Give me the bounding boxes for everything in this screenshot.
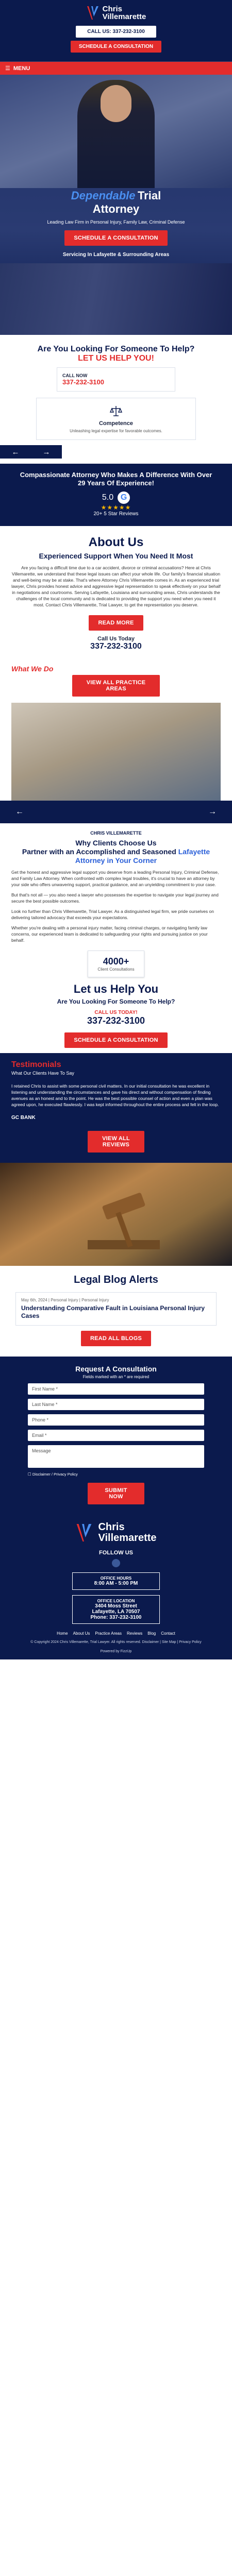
- footer-nav-reviews[interactable]: Reviews: [127, 1631, 143, 1636]
- help-section: [0, 335, 232, 464]
- why-paragraph-4: Whether you're dealing with a personal injury matter, facing criminal charges, or navigating family law concerns, our experienced team is dedicated to safeguarding your rights and pursuing justice on your behalf.: [11, 925, 208, 943]
- office-location-title: OFFICE LOCATION: [97, 1599, 135, 1603]
- gavel-icon: [0, 1163, 232, 1266]
- why-heading: Why Clients Choose Us: [75, 839, 157, 847]
- google-icon: G: [118, 492, 130, 504]
- office-address-1[interactable]: 3404 Moss Street: [95, 1603, 137, 1609]
- blog-heading: Legal Blog Alerts: [74, 1274, 158, 1285]
- footer-nav-blog[interactable]: Blog: [147, 1631, 156, 1636]
- hero-bottom-image: [0, 263, 232, 335]
- rating-widget[interactable]: [15, 492, 217, 504]
- disclaimer-row[interactable]: [28, 1472, 204, 1477]
- lets-help-block: [11, 982, 221, 1048]
- footer-logo-last: Villemarette: [98, 1532, 157, 1544]
- logo-mark-icon: [86, 5, 100, 21]
- help-heading: Are You Looking For Someone To Help?: [37, 345, 195, 353]
- footer-logo[interactable]: [0, 1522, 232, 1544]
- about-section: [0, 526, 232, 659]
- blog-post-title[interactable]: Understanding Comparative Fault in Louisiana Personal Injury Cases: [21, 1304, 205, 1319]
- email-input[interactable]: Email *: [28, 1430, 204, 1441]
- social-links: [0, 1559, 232, 1567]
- read-all-blogs-button[interactable]: READ ALL BLOGS: [81, 1331, 151, 1346]
- site-footer: [0, 1514, 232, 1659]
- about-read-more-button[interactable]: READ MORE: [89, 615, 143, 631]
- office-address-2[interactable]: Lafayette, LA 70507: [92, 1609, 140, 1615]
- consultation-form-section: [0, 1357, 232, 1514]
- form-required-note: Fields marked with an * are required: [82, 1375, 150, 1379]
- header-consultation-button[interactable]: SCHEDULE A CONSULTATION: [71, 41, 161, 53]
- practice-next-button[interactable]: →: [208, 807, 217, 816]
- reviews-band: [0, 464, 232, 526]
- consultations-label: Client Consultations: [97, 967, 135, 972]
- competence-title: Competence: [98, 420, 134, 427]
- follow-us-label: FOLLOW US: [99, 1550, 133, 1556]
- blog-post-meta: May 6th, 2024 | Personal Injury | Personal Injury: [21, 1298, 109, 1302]
- lets-help-call-label: CALL US TODAY!: [94, 1010, 138, 1015]
- blog-section: [0, 1266, 232, 1357]
- powered-by[interactable]: Powered by FizzUp: [100, 1650, 132, 1653]
- why-heading-highlight: Lafayette Attorney in Your Corner: [75, 848, 210, 865]
- office-hours-title: OFFICE HOURS: [100, 1576, 132, 1581]
- why-heading-2-text: Partner with an Accomplished and Seasoned: [22, 848, 176, 856]
- practice-prev-button[interactable]: ←: [15, 807, 24, 816]
- slider-prev-button[interactable]: ←: [0, 445, 31, 459]
- practice-areas-button[interactable]: VIEW ALL PRACTICE AREAS: [72, 675, 160, 697]
- hero-subtitle: Leading Law Firm in Personal Injury, Family Law, Criminal Defense: [47, 219, 185, 225]
- menu-bar[interactable]: [0, 62, 232, 75]
- consultations-count: 4000+: [103, 956, 129, 967]
- rating-count: 20+ 5 Star Reviews: [93, 511, 139, 517]
- first-name-input[interactable]: First Name *: [28, 1383, 204, 1395]
- phone-input[interactable]: Phone *: [28, 1414, 204, 1426]
- menu-label[interactable]: MENU: [13, 65, 30, 72]
- lets-help-phone[interactable]: 337-232-3100: [87, 1015, 145, 1026]
- slider-next-button[interactable]: →: [31, 445, 62, 459]
- hero-bottom-photo: [0, 263, 232, 335]
- testimonial-author: GC BANK: [11, 1115, 36, 1121]
- submit-button[interactable]: SUBMIT NOW: [88, 1483, 144, 1504]
- about-subheading: Experienced Support When You Need It Most: [39, 552, 193, 560]
- practice-slider-controls: [0, 801, 232, 823]
- office-hours-box: [72, 1572, 160, 1590]
- site-header: [0, 0, 232, 62]
- office-location-box: [72, 1595, 160, 1624]
- competence-text: Unleashing legal expertise for favorable outcomes.: [70, 429, 162, 433]
- header-call-button[interactable]: CALL US: 337-232-3100: [76, 26, 156, 38]
- view-all-reviews-button[interactable]: VIEW ALL REVIEWS: [88, 1131, 144, 1153]
- lets-help-subheading: Are You Looking For Someone To Help?: [57, 998, 175, 1005]
- disclaimer-label[interactable]: Disclaimer / Privacy Policy: [32, 1472, 78, 1477]
- about-call-label: Call Us Today: [97, 636, 135, 642]
- blog-post-card[interactable]: [15, 1292, 217, 1326]
- call-now-phone[interactable]: 337-232-3100: [62, 378, 104, 386]
- slider-controls: [0, 445, 232, 459]
- why-paragraph-2: But that's not all — you also need a lawyer who possesses the expertise to navigate your legal journey and secure the best possible outcomes.: [11, 892, 219, 904]
- message-textarea[interactable]: Message: [28, 1445, 204, 1468]
- hero-title-line2: Attorney: [92, 202, 140, 215]
- competence-card: [36, 398, 196, 440]
- hero-serving-text: Servicing In Lafayette & Surrounding Areas: [62, 252, 170, 258]
- call-now-card[interactable]: [57, 367, 175, 392]
- practice-section: [0, 659, 232, 801]
- consultations-stat-card: [88, 951, 144, 977]
- why-section: [0, 823, 232, 1053]
- reviews-band-title: Compassionate Attorney Who Makes A Difference With Over 29 Years Of Experience!: [20, 471, 212, 487]
- why-heading-2: [11, 848, 221, 865]
- hero-text: [0, 189, 232, 258]
- hero-consultation-button[interactable]: SCHEDULE A CONSULTATION: [64, 230, 167, 246]
- rating-score: 5.0: [102, 493, 114, 502]
- footer-logo-mark-icon: [75, 1522, 93, 1543]
- footer-nav-about[interactable]: About Us: [73, 1631, 90, 1636]
- attorney-head: [101, 85, 131, 122]
- office-phone[interactable]: Phone: 337-232-3100: [90, 1615, 142, 1620]
- hamburger-icon[interactable]: ☰: [5, 65, 10, 72]
- rating-stars: ★★★★★: [101, 504, 131, 511]
- copyright-text: © Copyright 2024 Chris Villemarette, Trial Lawyer. All rights reserved. Disclaimer | Site Map | Privacy Policy: [30, 1640, 202, 1644]
- lets-help-heading: Let us Help You: [73, 982, 159, 995]
- why-paragraph-3: Look no further than Chris Villemarette, Trial Lawyer. As a distinguished legal firm, we pride ourselves on delivering tailored advocacy that exceeds your expectations.: [11, 909, 214, 920]
- help-subheading: LET US HELP YOU!: [78, 354, 154, 363]
- logo-last-name: Villemarette: [102, 12, 146, 21]
- testimonials-heading: Testimonials: [11, 1060, 61, 1069]
- hero-title-highlight: Dependable: [71, 189, 136, 202]
- footer-nav: [0, 1631, 232, 1636]
- about-heading: About Us: [88, 535, 144, 549]
- why-tag: CHRIS VILLEMARETTE: [90, 831, 142, 836]
- blog-photo: [0, 1163, 232, 1266]
- scales-icon: [109, 404, 123, 418]
- hero-section: [0, 75, 232, 335]
- practice-photo[interactable]: [11, 703, 221, 801]
- facebook-icon[interactable]: [112, 1559, 120, 1567]
- testimonials-subheading: What Our Clients Have To Say: [11, 1071, 74, 1076]
- testimonials-section: [0, 1053, 232, 1163]
- testimonial-quote: I retained Chris to assist with some personal civil matters. In our initial consultation he was excellent in listening and understanding the circumstances and gave his direct and without compensation of finding avenues as an honest and to the point. He was the best possible counsel of action and even a plan was agreed upon, he executed flawlessly. I was kept informed throughout the entire process and felt in the loop.: [11, 1083, 219, 1107]
- lets-help-consultation-button[interactable]: SCHEDULE A CONSULTATION: [64, 1032, 167, 1048]
- about-phone[interactable]: 337-232-3100: [90, 642, 142, 651]
- disclaimer-checkbox-icon[interactable]: ☐: [28, 1472, 31, 1477]
- footer-nav-contact[interactable]: Contact: [161, 1631, 175, 1636]
- call-now-label: CALL NOW: [62, 373, 88, 378]
- about-paragraph: Are you facing a difficult time due to a car accident, divorce or criminal accusations? Here at Chris Villemarette, we understand that these legal issues can affect your whole life. Our family's financial situation and well-being may be at stake. That's where Attorney Chris Villemarette comes in. As an experienced trial lawyer, Chris provides honest advice and aggressive legal representation to speak effectively on your behalf in negotiations and courtrooms. Serving Lafayette, Louisiana and surrounding areas, Chris understands the challenges of the local community and is dedicated to providing the support you need when you need it most. Contact Chris Villemarette, Trial Lawyer, to get the representation you deserve.: [11, 565, 221, 607]
- why-paragraph-1: Get the honest and aggressive legal support you deserve from a leading Personal Injury, Criminal Defense, and Family Law Attorney. When confronted with complex legal troubles, it's crucial to have an attorney by your side who offers unwavering support, practical guidance, and an unyielding commitment to your case.: [11, 870, 219, 887]
- office-hours-value: 8:00 AM - 5:00 PM: [94, 1581, 138, 1586]
- site-logo[interactable]: [86, 5, 146, 21]
- last-name-input[interactable]: Last Name *: [28, 1399, 204, 1410]
- footer-nav-practice[interactable]: Practice Areas: [95, 1631, 122, 1636]
- form-heading: Request A Consultation: [75, 1365, 157, 1373]
- footer-nav-home[interactable]: Home: [57, 1631, 68, 1636]
- hero-photo: [0, 75, 232, 188]
- hero-title-rest: Trial: [137, 189, 161, 202]
- practice-heading: What We Do: [11, 665, 54, 673]
- logo-first-name: Chris: [102, 5, 122, 13]
- footer-logo-first: Chris: [98, 1521, 125, 1533]
